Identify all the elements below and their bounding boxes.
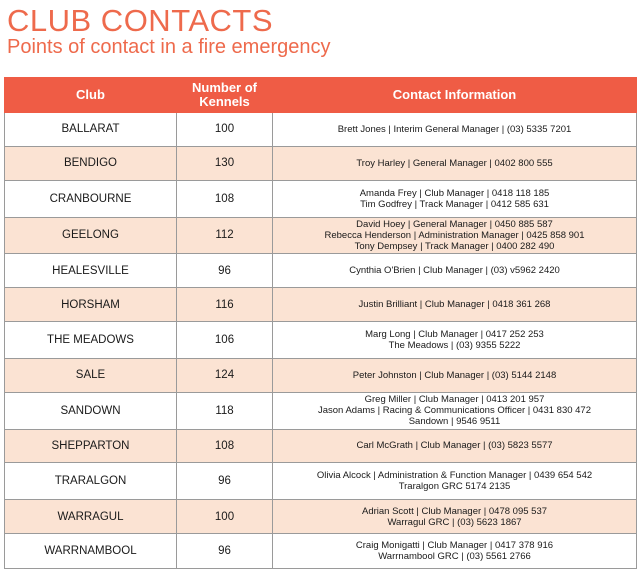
kennel-count-cell: 116	[177, 288, 273, 322]
column-header-contact: Contact Information	[273, 78, 637, 113]
contact-info-cell	[273, 429, 637, 463]
contact-line: Tim Godfrey | Track Manager | 0412 585 631	[360, 198, 549, 210]
contact-line: Olivia Alcock | Administration & Function Manager | 0439 654 542	[316, 470, 593, 482]
table-row	[5, 217, 637, 254]
contact-info-cell	[273, 463, 637, 500]
contact-line: Warrnambool GRC | (03) 5561 2766	[378, 551, 531, 563]
contact-info-cell	[273, 113, 637, 147]
contact-line: Justin Brilliant | Club Manager | 0418 361 268	[358, 299, 551, 311]
kennel-count-cell: 108	[177, 180, 273, 217]
contact-line: Jason Adams | Racing & Communications Officer | 0431 830 472	[317, 405, 592, 417]
contact-line: Sandown | 9546 9511	[408, 416, 501, 428]
kennel-count-cell: 130	[177, 146, 273, 180]
contact-line: Adrian Scott | Club Manager | 0478 095 537	[361, 505, 548, 517]
contact-info-cell	[273, 500, 637, 534]
kennel-count-cell: 96	[177, 534, 273, 569]
contact-info-cell	[273, 288, 637, 322]
contact-line: Peter Johnston | Club Manager | (03) 5144 2148	[352, 369, 557, 381]
table-row	[5, 180, 637, 217]
contact-info-cell	[273, 254, 637, 288]
table-row	[5, 288, 637, 322]
table-row	[5, 392, 637, 429]
contact-info-cell	[273, 358, 637, 392]
table-row	[5, 113, 637, 147]
contact-info-cell	[273, 392, 637, 429]
club-name-cell: BENDIGO	[5, 146, 177, 180]
kennel-count-cell: 100	[177, 113, 273, 147]
page-subtitle: Points of contact in a fire emergency	[7, 36, 331, 58]
contact-line: Rebecca Henderson | Administration Manager | 0425 858 901	[324, 229, 585, 241]
contact-info-cell	[273, 322, 637, 359]
contact-info-cell	[273, 534, 637, 569]
contact-line: Troy Harley | General Manager | 0402 800 555	[356, 157, 553, 169]
table-row	[5, 254, 637, 288]
table-row	[5, 146, 637, 180]
club-name-cell: WARRNAMBOOL	[5, 534, 177, 569]
club-name-cell: TRARALGON	[5, 463, 177, 500]
table-row	[5, 500, 637, 534]
club-name-cell: HEALESVILLE	[5, 254, 177, 288]
kennel-count-cell: 96	[177, 254, 273, 288]
club-name-cell: HORSHAM	[5, 288, 177, 322]
contact-line: Tony Dempsey | Track Manager | 0400 282 490	[354, 240, 555, 252]
table-row	[5, 322, 637, 359]
kennel-count-cell: 106	[177, 322, 273, 359]
contact-line: Warragul GRC | (03) 5623 1867	[387, 516, 522, 528]
contact-info-cell	[273, 146, 637, 180]
club-name-cell: THE MEADOWS	[5, 322, 177, 359]
club-name-cell: SANDOWN	[5, 392, 177, 429]
contact-line: The Meadows | (03) 9355 5222	[388, 339, 521, 351]
kennel-count-cell: 112	[177, 217, 273, 254]
table-row	[5, 429, 637, 463]
column-header-kennels: Number of Kennels	[177, 78, 273, 113]
club-name-cell: BALLARAT	[5, 113, 177, 147]
kennel-count-cell: 96	[177, 463, 273, 500]
table-body	[5, 113, 637, 569]
contact-line: Greg Miller | Club Manager | 0413 201 957	[364, 394, 545, 406]
contact-info-cell	[273, 180, 637, 217]
contact-line: Amanda Frey | Club Manager | 0418 118 185	[359, 187, 550, 199]
table-header-row	[5, 78, 637, 113]
contact-line: Carl McGrath | Club Manager | (03) 5823 5577	[356, 440, 553, 452]
club-name-cell: SALE	[5, 358, 177, 392]
contact-line: Marg Long | Club Manager | 0417 252 253	[365, 328, 544, 340]
club-name-cell: GEELONG	[5, 217, 177, 254]
contact-line: David Hoey | General Manager | 0450 885 587	[356, 218, 553, 230]
kennel-count-cell: 118	[177, 392, 273, 429]
table-row	[5, 534, 637, 569]
contact-line: Cynthia O'Brien | Club Manager | (03) v5962 2420	[349, 265, 560, 277]
table-row	[5, 463, 637, 500]
club-name-cell: WARRAGUL	[5, 500, 177, 534]
kennel-count-cell: 108	[177, 429, 273, 463]
club-name-cell: SHEPPARTON	[5, 429, 177, 463]
contact-line: Traralgon GRC 5174 2135	[398, 481, 511, 493]
kennel-count-cell: 124	[177, 358, 273, 392]
column-header-club: Club	[5, 78, 177, 113]
contact-line: Brett Jones | Interim General Manager | (03) 5335 7201	[337, 123, 572, 135]
contact-line: Craig Monigatti | Club Manager | 0417 378 916	[355, 540, 554, 552]
contact-info-cell	[273, 217, 637, 254]
club-contacts-table	[4, 77, 637, 569]
table-row	[5, 358, 637, 392]
kennel-count-cell: 100	[177, 500, 273, 534]
club-name-cell: CRANBOURNE	[5, 180, 177, 217]
page-title: CLUB CONTACTS	[7, 3, 274, 38]
